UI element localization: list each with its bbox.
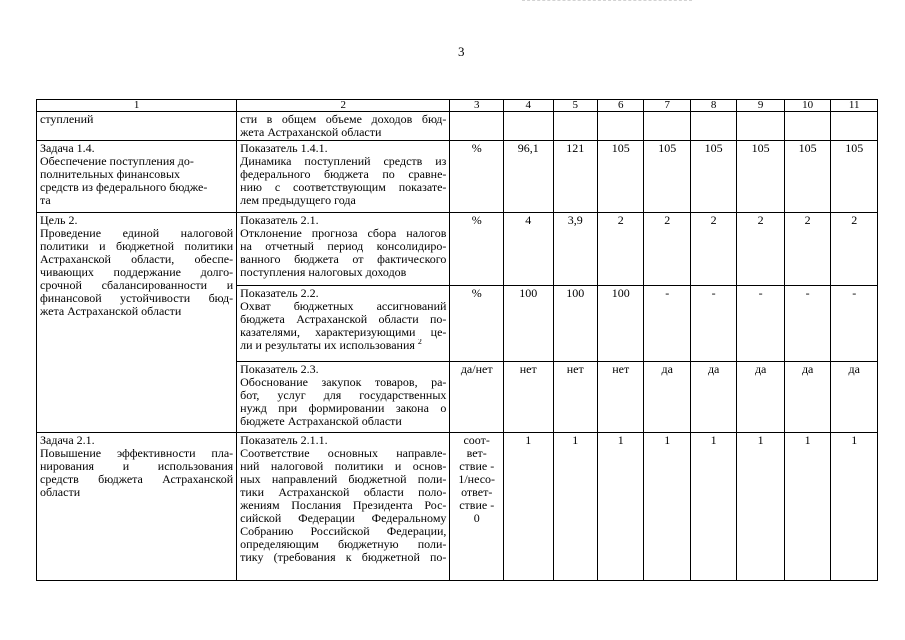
value-cell: 105 bbox=[737, 141, 785, 213]
indicator-text: бюджета Астраханской области по- bbox=[240, 312, 447, 326]
value-cell: да bbox=[644, 362, 690, 433]
indicator-text: Отклонение прогноза сбора налогов bbox=[240, 226, 447, 240]
indicator-text: бюджете Астраханской области bbox=[240, 415, 402, 428]
indicators-table bbox=[36, 99, 878, 581]
table-row bbox=[37, 213, 878, 286]
header-cell: 9 bbox=[737, 100, 785, 112]
value-cell: 2 bbox=[690, 213, 736, 286]
indicator-text: федерального бюджета по сравне- bbox=[240, 167, 447, 181]
goal-text: нирования и использования bbox=[40, 459, 234, 473]
goal-text: Задача 1.4. bbox=[40, 142, 95, 155]
goal-text: жета Астраханской области bbox=[40, 305, 182, 318]
header-cell: 11 bbox=[831, 100, 878, 112]
value-cell: нет bbox=[553, 362, 597, 433]
indicator-cell bbox=[237, 112, 450, 141]
unit-cell: % bbox=[450, 141, 504, 213]
goal-text: Повышение эффективности пла- bbox=[40, 446, 234, 460]
table-row bbox=[37, 141, 878, 213]
indicator-text: ний налоговой политики и основ- bbox=[240, 459, 447, 473]
indicator-text: ванного бюджета от фактического bbox=[240, 252, 447, 266]
indicator-text: лем предыдущего года bbox=[240, 194, 356, 207]
indicator-text-last bbox=[240, 339, 446, 352]
goal-text: политики и бюджетной политики bbox=[40, 239, 234, 253]
goal-title: Задача 2.1. bbox=[40, 434, 95, 447]
indicator-text: Динамика поступлений средств из bbox=[240, 154, 447, 168]
value-cell: 121 bbox=[553, 141, 597, 213]
header-cell: 1 bbox=[37, 100, 237, 112]
unit-text: ствие - bbox=[459, 459, 495, 473]
header-cell: 4 bbox=[503, 100, 553, 112]
indicator-text: ных направлений бюджетной поли- bbox=[240, 472, 447, 486]
header-cell: 8 bbox=[690, 100, 736, 112]
indicator-text: Соответствие основных направле- bbox=[240, 446, 447, 460]
value-cell: нет bbox=[597, 362, 643, 433]
indicator-text: жета Астраханской области bbox=[240, 126, 382, 139]
value-cell: - bbox=[644, 286, 690, 362]
value-cell: да bbox=[690, 362, 736, 433]
value-cell: 105 bbox=[831, 141, 878, 213]
goal-text: средств бюджета Астраханской bbox=[40, 472, 234, 486]
unit-text: ответ- bbox=[461, 485, 493, 499]
value-cell: 4 bbox=[503, 213, 553, 286]
goal-text: чивающих поддержание долго- bbox=[40, 265, 234, 279]
value-cell: 100 bbox=[503, 286, 553, 362]
indicator-text: жениям Послания Президента Рос- bbox=[240, 498, 447, 512]
value-cell: 2 bbox=[737, 213, 785, 286]
indicator-text: тику (требования к бюджетной по- bbox=[240, 550, 447, 564]
unit-text: ствие - bbox=[459, 498, 495, 512]
goal-cell bbox=[37, 433, 237, 581]
unit-cell: % bbox=[450, 213, 504, 286]
value-cell: 96,1 bbox=[503, 141, 553, 213]
indicator-text: казателями, характеризующими це- bbox=[240, 325, 447, 339]
goal-cell bbox=[37, 141, 237, 213]
unit-text: соот- bbox=[463, 433, 490, 447]
indicator-cell bbox=[237, 362, 450, 433]
table-row bbox=[37, 112, 878, 141]
indicator-title: Показатель 2.1. bbox=[240, 214, 319, 227]
header-cell: 2 bbox=[237, 100, 450, 112]
value-cell: 1 bbox=[597, 433, 643, 581]
table-header-row bbox=[37, 100, 878, 112]
value-cell: 1 bbox=[644, 433, 690, 581]
goal-cell bbox=[37, 213, 237, 433]
indicator-text: тики Астраханской области поло- bbox=[240, 485, 447, 499]
footnote-mark: 2 bbox=[417, 339, 422, 346]
goal-text: ступлений bbox=[40, 113, 94, 126]
page-number: 3 bbox=[458, 44, 465, 59]
value-cell: - bbox=[831, 286, 878, 362]
value-cell: 100 bbox=[553, 286, 597, 362]
indicator-cell bbox=[237, 213, 450, 286]
header-cell: 5 bbox=[553, 100, 597, 112]
value-cell: - bbox=[690, 286, 736, 362]
indicator-title: Показатель 2.1.1. bbox=[240, 434, 328, 447]
header-cell: 6 bbox=[597, 100, 643, 112]
goal-text: средств из федерального бюдже- bbox=[40, 181, 208, 194]
goal-text: срочной сбалансированности и bbox=[40, 278, 234, 292]
value-cell: 2 bbox=[784, 213, 830, 286]
value-cell: 2 bbox=[597, 213, 643, 286]
indicator-text: Обоснование закупок товаров, ра- bbox=[240, 375, 447, 389]
indicator-text: определяющим бюджетную поли- bbox=[240, 537, 447, 551]
indicator-cell bbox=[237, 286, 450, 362]
value-cell: да bbox=[737, 362, 785, 433]
unit-text: 1/несо- bbox=[458, 472, 496, 486]
value-cell: 105 bbox=[784, 141, 830, 213]
value-cell: 1 bbox=[690, 433, 736, 581]
indicator-text: нию с соответствующим показате- bbox=[240, 180, 447, 194]
value-cell: 2 bbox=[831, 213, 878, 286]
indicator-text: сийской Федерации Федеральному bbox=[240, 511, 447, 525]
indicator-title: Показатель 2.3. bbox=[240, 363, 319, 376]
header-cell: 3 bbox=[450, 100, 504, 112]
goal-cell bbox=[37, 112, 237, 141]
indicator-cell bbox=[237, 433, 450, 581]
indicator-text: нужд при формировании закона о bbox=[240, 401, 447, 415]
value-cell: - bbox=[737, 286, 785, 362]
unit-cell: % bbox=[450, 286, 504, 362]
goal-text: Проведение единой налоговой bbox=[40, 226, 234, 240]
goal-text: та bbox=[40, 194, 51, 207]
table-row bbox=[37, 433, 878, 581]
goal-text: Обеспечение поступления до- bbox=[40, 155, 194, 168]
indicator-text: бот, услуг для государственных bbox=[240, 388, 447, 402]
header-cell: 10 bbox=[784, 100, 830, 112]
indicator-text: на отчетный период консолидиро- bbox=[240, 239, 447, 253]
value-cell: 1 bbox=[553, 433, 597, 581]
goal-text: финансовой устойчивости бюд- bbox=[40, 291, 234, 305]
value-cell: 1 bbox=[831, 433, 878, 581]
value-cell: 100 bbox=[597, 286, 643, 362]
indicator-text: поступления налоговых доходов bbox=[240, 266, 407, 279]
value-cell: нет bbox=[503, 362, 553, 433]
indicator-title: Показатель 1.4.1. bbox=[240, 142, 328, 155]
value-cell: да bbox=[784, 362, 830, 433]
indicator-cell bbox=[237, 141, 450, 213]
indicator-title: Показатель 2.2. bbox=[240, 287, 319, 300]
indicator-text: Собранию Российской Федерации, bbox=[240, 524, 447, 538]
goal-title: Цель 2. bbox=[40, 214, 78, 227]
goal-text: полнительных финансовых bbox=[40, 168, 181, 181]
indicator-text: сти в общем объеме доходов бюд- bbox=[240, 112, 447, 126]
unit-text: 0 bbox=[473, 511, 480, 525]
value-cell: 1 bbox=[503, 433, 553, 581]
value-cell: да bbox=[831, 362, 878, 433]
value-cell: 105 bbox=[597, 141, 643, 213]
value-cell: 3,9 bbox=[553, 213, 597, 286]
value-cell: 1 bbox=[784, 433, 830, 581]
goal-text: области bbox=[40, 486, 81, 499]
value-cell: 2 bbox=[644, 213, 690, 286]
goal-text: Астраханской области, обеспе- bbox=[40, 252, 234, 266]
indicator-text: ли и результаты их использования bbox=[240, 339, 415, 352]
value-cell: - bbox=[784, 286, 830, 362]
scan-artifact-marks bbox=[522, 0, 692, 4]
value-cell: 1 bbox=[737, 433, 785, 581]
indicator-text: Охват бюджетных ассигнований bbox=[240, 299, 447, 313]
value-cell: 105 bbox=[690, 141, 736, 213]
header-cell: 7 bbox=[644, 100, 690, 112]
unit-text: вет- bbox=[466, 446, 487, 460]
unit-cell bbox=[450, 433, 504, 581]
value-cell: 105 bbox=[644, 141, 690, 213]
unit-cell: да/нет bbox=[450, 362, 504, 433]
